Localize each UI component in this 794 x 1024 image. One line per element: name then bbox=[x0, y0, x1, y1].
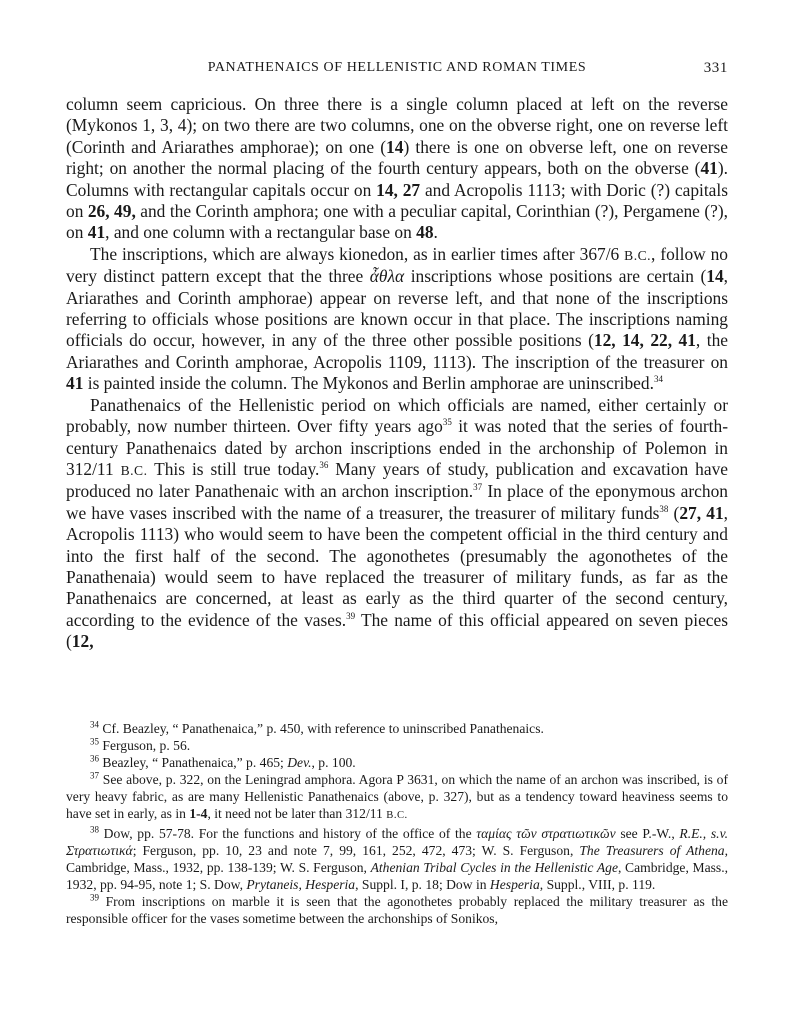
text-run: , and one column with a rectangular base on bbox=[105, 222, 417, 243]
text-run: , it need not be later than 312/11 bbox=[207, 806, 387, 822]
text-run: ; Ferguson, pp. 10, 23 and note 7, 99, 161, 252, 472, 473; W. S. Ferguson, bbox=[132, 842, 580, 858]
text-run: and the Corinth amphora; one with a peculiar capital, Corinthian (?), Pergamene (?), on bbox=[66, 201, 728, 243]
text-run: , Acropolis 1113) who would seem to have been the competent official in the third century and into the first half of the second. The agonothetes (presumably the agonothetes of the Panathenaia) would seem to have replaced the treasurer of military funds, as far as the Panathenaics are concerned, at least as early as the third quarter of the second century, according to the evidence of the vases. bbox=[66, 502, 728, 630]
text-run: see P.-W., bbox=[615, 825, 680, 841]
footnote-34 bbox=[66, 720, 728, 737]
bold-ref: 41 bbox=[87, 222, 106, 243]
text-run: , the Ariarathes and Corinth amphorae, Acropolis 1109, 1113). The inscription of the treasurer on bbox=[66, 330, 728, 372]
bold-ref: 12, 14, 22, 41 bbox=[593, 330, 696, 351]
footnote-ref[interactable]: 37 bbox=[473, 482, 483, 493]
text-run: Cf. Beazley, “ Panathenaica,” p. 450, with reference to uninscribed Panathenaics. bbox=[99, 721, 544, 736]
footnote-number: 38 bbox=[90, 824, 99, 835]
text-run: ). Columns with rectangular capitals occur on bbox=[66, 158, 728, 200]
bold-ref: 48 bbox=[416, 222, 434, 243]
greek-phrase: ταμίας τῶν στρατιωτικῶν bbox=[476, 825, 616, 841]
text-run: Beazley, “ Panathenaica,” p. 465; bbox=[99, 755, 288, 771]
footnote-39 bbox=[66, 893, 728, 927]
text-run: See above, p. 322, on the Leningrad amphora. Agora P 3631, on which the name of an archon was inscribed, is of very heavy fabric, as are many Hellenistic Panathenaics (above, p. 327), but as a tendency toward heaviness seems to have set in early, as in bbox=[66, 772, 728, 822]
footnote-36 bbox=[66, 754, 728, 771]
text-run: , Ariarathes and Corinth amphorae) appear on reverse left, and that none of the inscriptions referring to officials whose positions are known occur in that place. The inscriptions naming officials do occur, however, in any of the three other possible positions ( bbox=[66, 266, 728, 351]
text-run: ) there is one on obverse left, one on reverse right; on another the normal placing of the fourth century appears, both on the obverse ( bbox=[66, 136, 728, 179]
page-number: 331 bbox=[703, 60, 728, 76]
footnote-ref[interactable]: 36 bbox=[319, 460, 329, 471]
text-run: The name of this official appeared on seven pieces ( bbox=[66, 609, 728, 652]
bold-ref: 27, 41 bbox=[679, 502, 724, 523]
text-run: , Cambridge, Mass., 1932, pp. 94-95, note 1; S. Dow, bbox=[66, 859, 728, 892]
bold-ref: 12, bbox=[71, 631, 94, 652]
text-run: it was noted that the series of fourth-century Panathenaics dated by archon inscriptions ended in the archonship of Polemon in 312/11 bbox=[66, 416, 729, 479]
footnote-35 bbox=[66, 737, 728, 754]
italic-run: Dev. bbox=[287, 755, 312, 771]
bold-ref: 14, 27 bbox=[376, 179, 421, 200]
text-run: , Cambridge, Mass., 1932, pp. 138-139; W. S. Ferguson, bbox=[66, 842, 728, 875]
footnote-ref[interactable]: 34 bbox=[653, 374, 663, 385]
footnote-ref[interactable]: 38 bbox=[659, 503, 669, 514]
text-run: The inscriptions, which are always kionedon, as in earlier times after 367/6 bbox=[90, 243, 625, 264]
small-caps: B.C. bbox=[386, 810, 408, 822]
footnote-ref[interactable]: 35 bbox=[442, 417, 452, 428]
text-run: is painted inside the column. The Mykonos and Berlin amphorae are uninscribed. bbox=[83, 373, 654, 394]
text-run: inscriptions whose positions are certain ( bbox=[404, 266, 707, 287]
paragraph-1 bbox=[66, 94, 728, 244]
small-caps: B.C. bbox=[624, 247, 652, 263]
text-run: This is still true today. bbox=[147, 458, 320, 479]
footnote-37 bbox=[66, 771, 728, 824]
footnote-ref[interactable]: 39 bbox=[346, 610, 356, 621]
italic-run: R.E., s.v. Στρατιωτικά bbox=[66, 825, 728, 858]
running-title: PANATHENAICS OF HELLENISTIC AND ROMAN TIMES bbox=[207, 60, 587, 75]
italic-run: Prytaneis, Hesperia bbox=[246, 876, 356, 892]
italic-run: Athenian Tribal Cycles in the Hellenistic Age bbox=[370, 859, 618, 875]
text-run: Panathenaics of the Hellenistic period on which officials are named, either certainly or probably, now number thirteen. Over fifty years ago bbox=[66, 394, 728, 437]
footnotes bbox=[66, 720, 728, 927]
paragraph-2 bbox=[66, 244, 728, 395]
greek-word: ἆθλα bbox=[369, 266, 405, 287]
text-run: ( bbox=[668, 502, 680, 523]
text-run: , p. 100. bbox=[311, 755, 356, 771]
text-run: and Acropolis 1113; with Doric (?) capitals on bbox=[66, 179, 728, 222]
bold-ref: 41 bbox=[700, 158, 718, 179]
footnote-number: 36 bbox=[90, 753, 99, 764]
text-run: Ferguson, p. 56. bbox=[99, 738, 191, 754]
footnote-38 bbox=[66, 825, 728, 893]
footnote-number: 39 bbox=[90, 892, 99, 903]
text-run: Many years of study, publication and excavation have produced no later Panathenaic with an archon inscription. bbox=[66, 458, 728, 502]
text-run: From inscriptions on marble it is seen that the agonothetes probably replaced the military treasurer as the responsible officer for the vases sometime between the archonships of Sonikos, bbox=[66, 893, 728, 927]
page bbox=[66, 58, 729, 927]
italic-run: Hesperia bbox=[489, 876, 540, 892]
text-run: , Suppl., VIII, p. 119. bbox=[539, 876, 656, 892]
paragraph-3 bbox=[66, 395, 728, 653]
running-header bbox=[66, 58, 728, 82]
body-text bbox=[66, 94, 728, 653]
italic-run: The Treasurers of Athena bbox=[579, 842, 725, 858]
bold-ref: 14 bbox=[386, 136, 404, 157]
bold-ref: 1-4 bbox=[189, 806, 208, 822]
footnote-number: 35 bbox=[90, 736, 99, 747]
footnote-number: 34 bbox=[90, 719, 99, 730]
bold-ref: 41 bbox=[66, 373, 84, 394]
text-run: column seem capricious. On three there is a single column placed at left on the reverse (Mykonos 1, 3, 4); on two there are two columns, one on the obverse right, one on reverse left (Corinth and Ariarathes amphorae); on one ( bbox=[66, 94, 728, 157]
bold-ref: 26, 49, bbox=[87, 201, 136, 222]
bold-ref: 14 bbox=[706, 266, 724, 287]
small-caps: B.C. bbox=[120, 462, 148, 478]
text-run: , Suppl. I, p. 18; Dow in bbox=[355, 876, 490, 892]
footnote-number: 37 bbox=[90, 770, 99, 781]
text-run: . bbox=[433, 222, 438, 243]
text-run: Dow, pp. 57-78. For the functions and history of the office of the bbox=[99, 825, 477, 841]
text-run: , follow no very distinct pattern except that the three bbox=[66, 243, 729, 287]
text-run: In place of the eponymous archon we have vases inscribed with the name of a treasurer, the treasurer of military funds bbox=[66, 481, 728, 523]
